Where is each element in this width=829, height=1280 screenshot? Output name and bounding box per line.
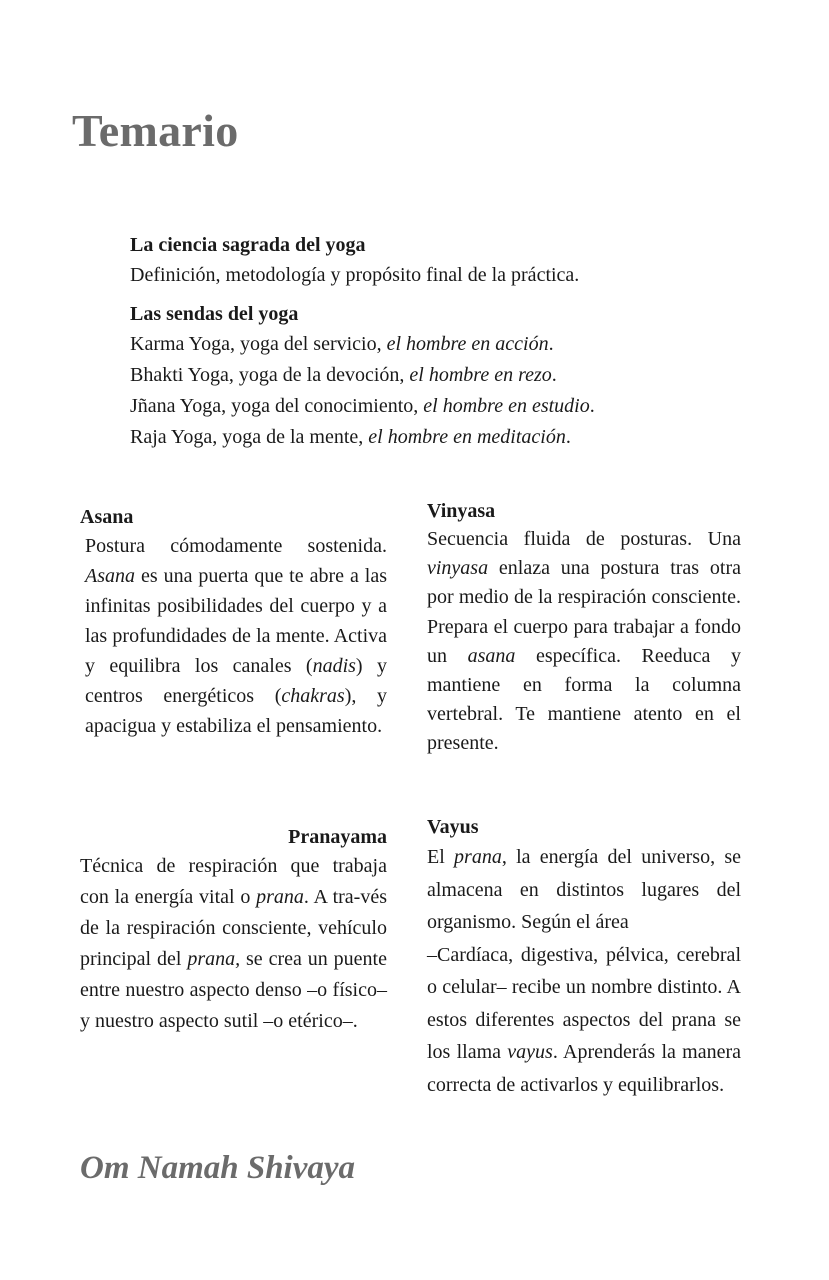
ciencia-description: Definición, metodología y propósito final de la práctica. <box>130 264 580 286</box>
vayus-heading: Vayus <box>427 816 479 838</box>
vayus-section <box>427 813 741 1101</box>
path-item-bhakti: Bhakti Yoga, yoga de la devoción, el hombre en rezo. <box>130 364 557 386</box>
vinyasa-section <box>427 497 741 759</box>
pranayama-heading: Pranayama <box>288 826 387 848</box>
vinyasa-heading: Vinyasa <box>427 500 496 522</box>
asana-heading: Asana <box>80 506 134 528</box>
vayus-paragraph-1: El prana, la energía del universo, se almacena en distintos lugares del organismo. Según el área <box>427 846 741 933</box>
path-item-jnana: Jñana Yoga, yoga del conocimiento, el hombre en estudio. <box>130 395 595 417</box>
vayus-paragraph-2: –Cardíaca, digestiva, pélvica, cerebral o celular– recibe un nombre distinto. A estos diferentes aspectos del prana se los llama vayus. Aprenderás la manera correcta de activarlos y equilibrarlos. <box>427 943 741 1096</box>
section-heading-ciencia: La ciencia sagrada del yoga <box>130 234 366 256</box>
vinyasa-paragraph: Secuencia fluida de posturas. Una vinyasa enlaza una postura tras otra por medio de la respiración consciente. Prepara el cuerpo para trabajar a fondo un asana específica. Reeduca y mantiene en forma la columna vertebral. Te mantiene atento en el presente. <box>427 528 741 755</box>
pranayama-section <box>80 823 387 1037</box>
mantra-footer: Om Namah Shivaya <box>80 1150 356 1186</box>
pranayama-paragraph: Técnica de respiración que trabaja con la energía vital o prana. A tra-vés de la respiración consciente, vehículo principal del prana, se crea un puente entre nuestro aspecto denso –o físico– y nuestro aspecto sutil –o etérico–. <box>80 855 387 1032</box>
path-item-raja: Raja Yoga, yoga de la mente, el hombre en meditación. <box>130 426 571 448</box>
section-heading-sendas: Las sendas del yoga <box>130 303 299 325</box>
asana-section <box>80 503 387 741</box>
page-title: Temario <box>72 105 239 156</box>
asana-paragraph: Postura cómodamente sostenida. Asana es una puerta que te abre a las infinitas posibilidades del cuerpo y a las profundidades de la mente. Activa y equilibra los canales (nadis) y centros energéticos (chakras), y apacigua y estabiliza el pensamiento. <box>85 535 387 737</box>
path-item-karma: Karma Yoga, yoga del servicio, el hombre en acción. <box>130 333 554 355</box>
intro-section <box>130 230 650 453</box>
